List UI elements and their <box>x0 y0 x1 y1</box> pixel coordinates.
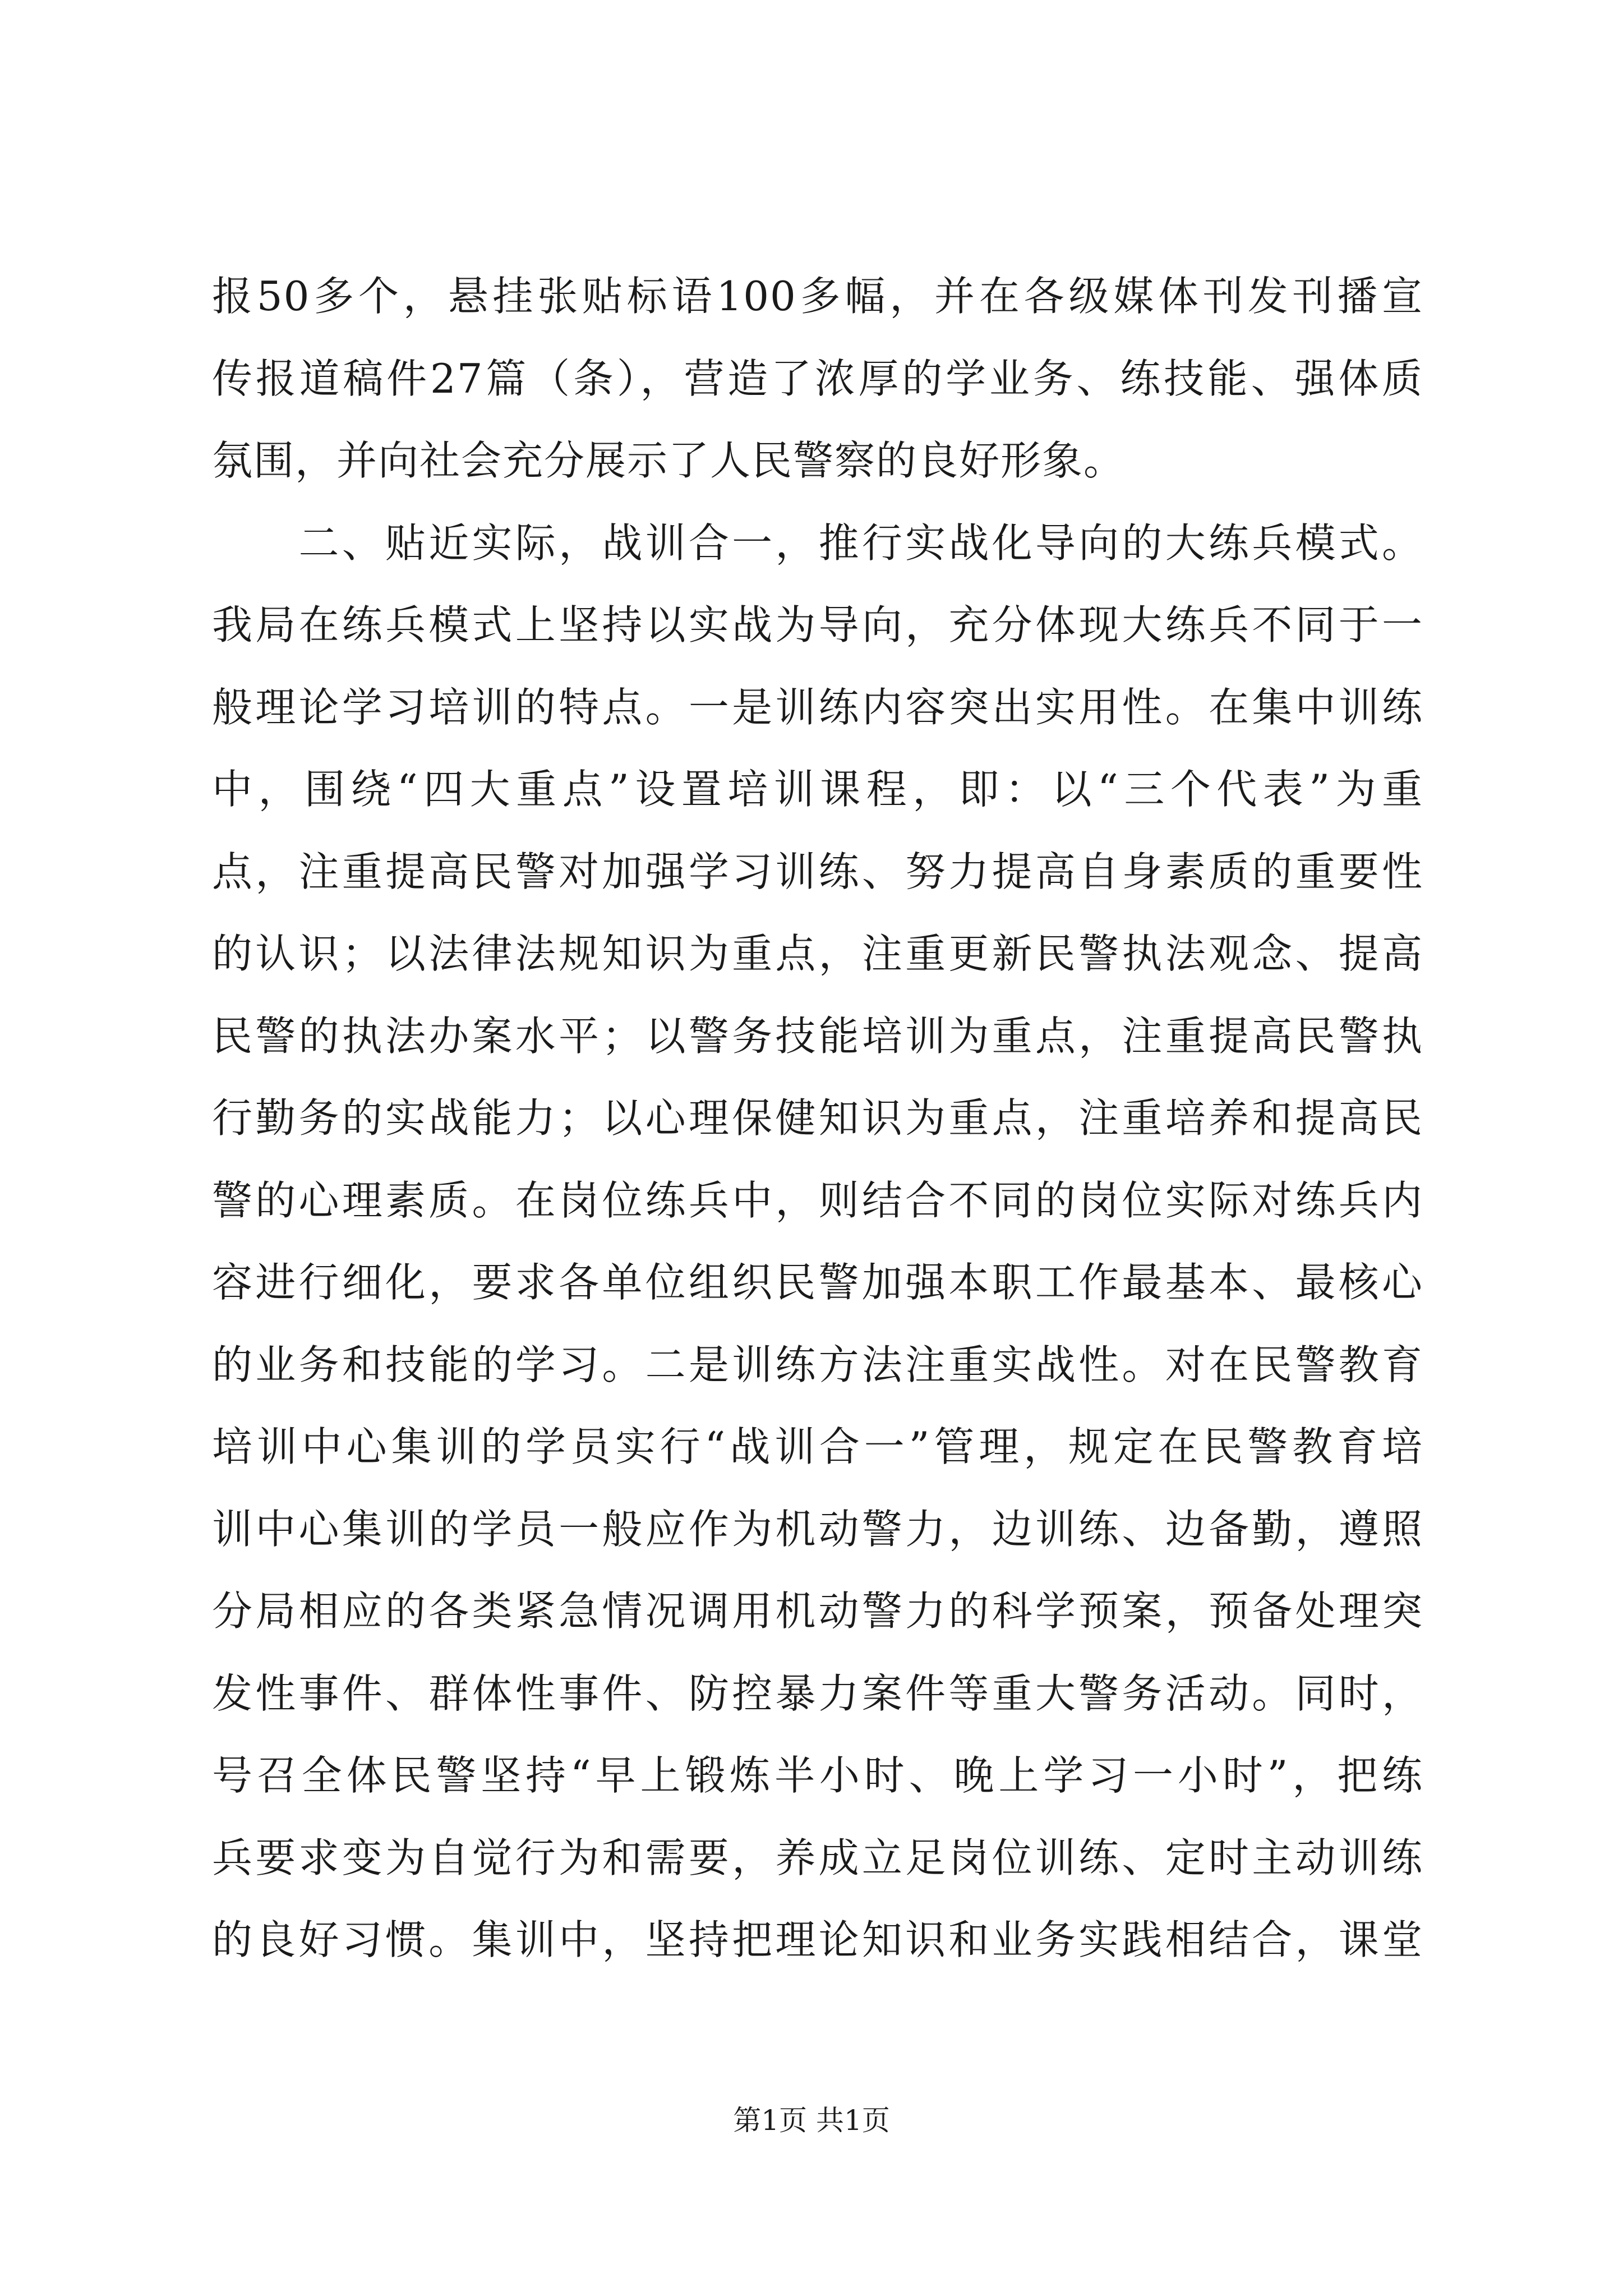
text-line: 容进行细化，要求各单位组织民警加强本职工作最基本、最核心 <box>212 1259 1423 1306</box>
text-line: 训中心集训的学员一般应作为机动警力，边训练、边备勤，遵照 <box>212 1505 1423 1553</box>
text-line: 发性事件、群体性事件、防控暴力案件等重大警务活动。同时， <box>212 1669 1423 1717</box>
text-line: 行勤务的实战能力；以心理保健知识为重点，注重培养和提高民 <box>212 1094 1423 1142</box>
text-line: 警的心理素质。在岗位练兵中，则结合不同的岗位实际对练兵内 <box>212 1176 1423 1224</box>
text-line: 报50多个，悬挂张贴标语100多幅，并在各级媒体刊发刊播宣 <box>212 273 1423 320</box>
text-line: 般理论学习培训的特点。一是训练内容突出实用性。在集中训练 <box>212 683 1423 731</box>
text-line: 传报道稿件27篇（条），营造了浓厚的学业务、练技能、强体质 <box>212 355 1423 402</box>
text-line: 的认识；以法律法规知识为重点，注重更新民警执法观念、提高 <box>212 930 1423 977</box>
text-line: 培训中心集训的学员实行“战训合一”管理，规定在民警教育培 <box>212 1423 1423 1470</box>
text-line: 氛围，并向社会充分展示了人民警察的良好形象。 <box>212 437 1126 484</box>
text-line: 号召全体民警坚持“早上锻炼半小时、晚上学习一小时”，把练 <box>212 1752 1423 1799</box>
text-line: 民警的执法办案水平；以警务技能培训为重点，注重提高民警执 <box>212 1012 1423 1060</box>
text-line: 中，围绕“四大重点”设置培训课程，即：以“三个代表”为重 <box>212 766 1423 813</box>
section-heading-line: 二、贴近实际，战训合一，推行实战化导向的大练兵模式。 <box>212 519 1423 567</box>
text-line: 的业务和技能的学习。二是训练方法注重实战性。对在民警教育 <box>212 1341 1423 1388</box>
text-line: 的良好习惯。集训中，坚持把理论知识和业务实践相结合，课堂 <box>212 1916 1423 1963</box>
body-text <box>212 255 1423 1981</box>
text-line: 点，注重提高民警对加强学习训练、努力提高自身素质的重要性 <box>212 848 1423 895</box>
page-footer: 第1页 共1页 <box>733 2104 890 2137</box>
text-line: 分局相应的各类紧急情况调用机动警力的科学预案，预备处理突 <box>212 1588 1423 1635</box>
text-line: 兵要求变为自觉行为和需要，养成立足岗位训练、定时主动训练 <box>212 1834 1423 1881</box>
text-line: 我局在练兵模式上坚持以实战为导向，充分体现大练兵不同于一 <box>212 601 1423 648</box>
